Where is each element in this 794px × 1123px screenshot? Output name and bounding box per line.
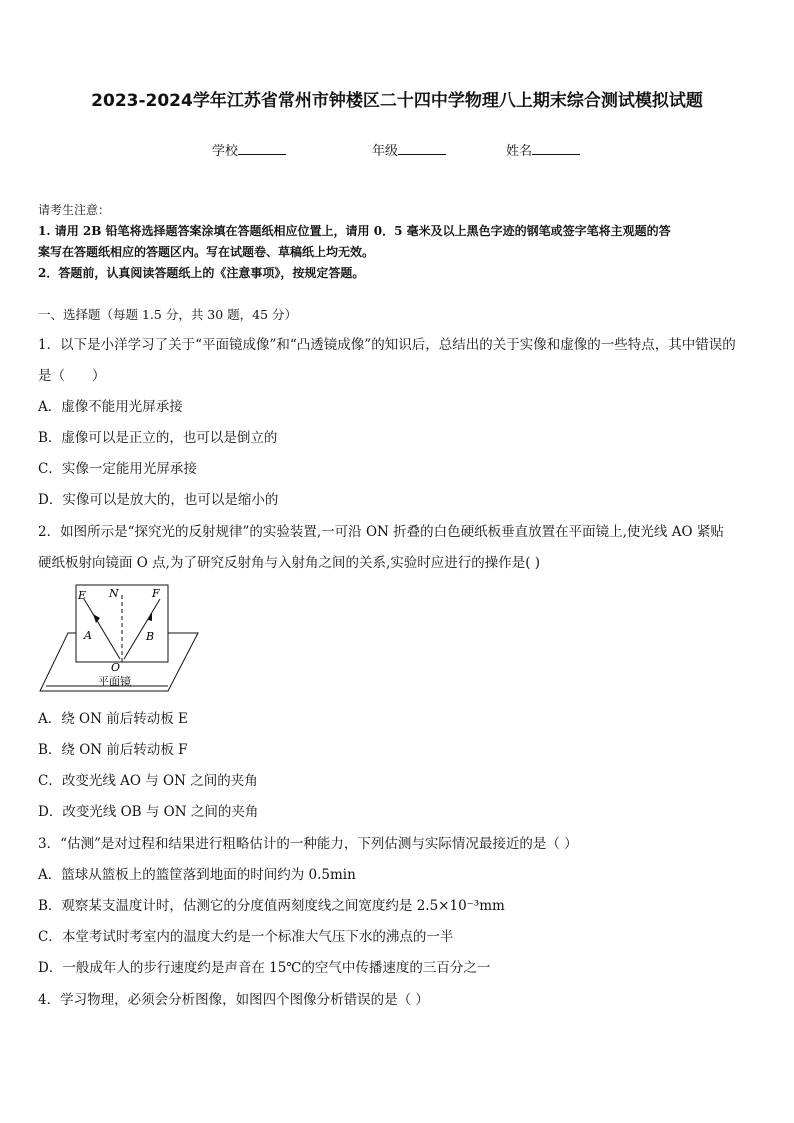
grade-blank[interactable] (398, 142, 446, 155)
label-a: A (84, 629, 92, 642)
notice-heading: 请考生注意： (38, 203, 111, 217)
label-b: B (146, 630, 155, 643)
q2-option-b[interactable]: B．绕 ON 前后转动板 F (38, 742, 188, 758)
q1-option-c[interactable]: C．实像一定能用光屏承接 (38, 461, 197, 477)
q4-stem: 4．学习物理，必须会分析图像，如图四个图像分析错误的是（ ） (38, 992, 429, 1008)
name-blank[interactable] (532, 142, 580, 155)
label-n: N (109, 587, 119, 600)
q1-stem-line-2: 是（ ） (38, 368, 106, 384)
q3-option-b[interactable]: B．观察某支温度计时，估测它的分度值两刻度线之间宽度约是 2.5×10⁻³mm (38, 898, 505, 914)
q2-option-d[interactable]: D．改变光线 OB 与 ON 之间的夹角 (38, 804, 259, 820)
q3-option-c[interactable]: C．本堂考试时考室内的温度大约是一个标准大气压下水的沸点的一半 (38, 929, 454, 945)
school-blank[interactable] (238, 142, 286, 155)
q3-option-d[interactable]: D．一般成年人的步行速度约是声音在 15℃的空气中传播速度的三百分之一 (38, 960, 491, 976)
q3-stem: 3．“估测”是对过程和结果进行粗略估计的一种能力，下列估测与实际情况最接近的是（ ） (38, 836, 578, 852)
q1-option-d[interactable]: D．实像可以是放大的，也可以是缩小的 (38, 492, 279, 508)
section-heading: 一、选择题（每题 1.5 分，共 30 题，45 分） (38, 307, 298, 322)
q3-option-a[interactable]: A．篮球从篮板上的篮筐落到地面的时间约为 0.5min (38, 867, 356, 883)
label-f: F (152, 587, 160, 600)
reflection-experiment-figure (38, 583, 200, 693)
q1-option-a[interactable]: A．虚像不能用光屏承接 (38, 399, 183, 415)
notice-item-1-line-2: 案写在答题纸相应的答题区内。写在试题卷、草稿纸上均无效。 (38, 245, 375, 259)
q2-stem-line-1: 2．如图所示是“探究光的反射规律”的实验装置,一可沿 ON 折叠的白色硬纸板垂直放置在平面镜上,使光线 AO 紧贴 (38, 524, 724, 540)
grade-label: 年级 (372, 144, 399, 159)
q1-stem-line-1: 1．以下是小洋学习了关于“平面镜成像”和“凸透镜成像”的知识后，总结出的关于实像和虚像的一些特点，其中错误的 (38, 337, 736, 353)
name-label: 姓名 (506, 144, 533, 159)
name-field[interactable] (506, 140, 580, 159)
grade-field[interactable] (372, 140, 446, 159)
label-o: O (111, 661, 121, 674)
reflection-diagram (38, 583, 200, 693)
school-field[interactable] (212, 140, 286, 159)
label-e: E (78, 589, 87, 602)
q2-option-a[interactable]: A．绕 ON 前后转动板 E (38, 711, 188, 727)
q2-stem-line-2: 硬纸板射向镜面 O 点,为了研究反射角与入射角之间的关系,实验时应进行的操作是( ) (38, 555, 541, 571)
q2-option-c[interactable]: C．改变光线 AO 与 ON 之间的夹角 (38, 773, 258, 789)
notice-item-2: 2．答题前，认真阅读答题纸上的《注意事项》，按规定答题。 (38, 266, 365, 280)
page-title: 2023-2024学年江苏省常州市钟楼区二十四中学物理八上期末综合测试模拟试题 (91, 91, 703, 111)
q1-option-b[interactable]: B．虚像可以是正立的，也可以是倒立的 (38, 430, 278, 446)
school-label: 学校 (212, 144, 239, 159)
notice-item-1-line-1: 1. 请用 2B 铅笔将选择题答案涂填在答题纸相应位置上，请用 0．5 毫米及以上黑色字迹的钢笔或签字笔将主观题的答 (38, 224, 671, 238)
label-mirror: 平面镜 (98, 675, 131, 688)
